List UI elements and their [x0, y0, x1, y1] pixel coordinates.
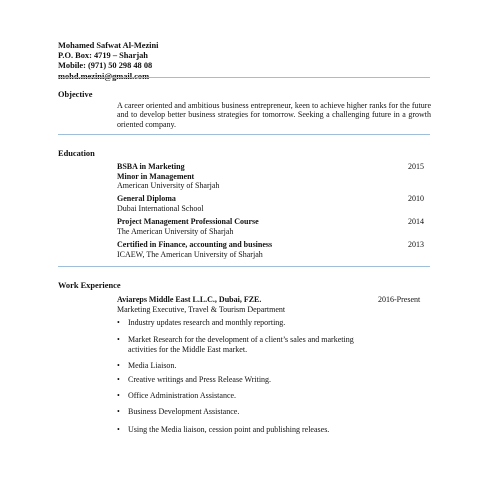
- degree-title: Project Management Professional Course: [117, 217, 259, 226]
- bullet-text: Business Development Assistance.: [128, 407, 240, 416]
- degree-title: BSBA in Marketing: [117, 162, 185, 171]
- degree-subtitle: Minor in Management: [117, 171, 195, 181]
- objective-text: A career oriented and ambitious business entrepreneur, keen to achieve higher ranks for the future and to develop better business strategies for tomorrow. Seeking a challenging future in a growth oriented company.: [117, 101, 431, 129]
- bullet-icon: •: [117, 318, 120, 327]
- bullet-text: Market Research for the development of a client’s sales and marketing activities for the Middle East market.: [128, 335, 354, 354]
- bullet-icon: •: [117, 335, 120, 344]
- bullet-text: Industry updates research and monthly reporting.: [128, 318, 286, 327]
- job-entry: [117, 295, 285, 314]
- education-entry: [117, 162, 219, 191]
- job-role: Marketing Executive, Travel & Tourism Department: [117, 304, 286, 314]
- institution: ICAEW, The American University of Sharjah: [117, 249, 263, 259]
- po-box: P.O. Box: 4719 – Sharjah: [58, 51, 148, 61]
- education-heading: Education: [58, 149, 95, 158]
- job-period: 2016-Present: [378, 295, 421, 304]
- bullet-text: Office Administration Assistance.: [128, 391, 237, 400]
- education-entry: [117, 240, 272, 259]
- section-divider: [58, 134, 430, 135]
- bullet-icon: •: [117, 425, 120, 434]
- education-entry: [117, 217, 259, 236]
- bullet-text: Media Liaison.: [128, 361, 177, 370]
- bullet-icon: •: [117, 361, 120, 370]
- education-year: 2015: [408, 162, 424, 171]
- mobile-number: Mobile: (971) 50 298 48 08: [58, 61, 153, 71]
- education-entry: [117, 194, 204, 213]
- degree-title: General Diploma: [117, 194, 176, 203]
- institution: American University of Sharjah: [117, 181, 220, 191]
- education-year: 2013: [408, 240, 424, 249]
- section-divider: [58, 266, 430, 267]
- education-year: 2014: [408, 217, 424, 226]
- bullet-text: Creative writings and Press Release Writing.: [128, 375, 272, 384]
- bullet-text: Using the Media liaison, cession point and publishing releases.: [128, 425, 330, 434]
- objective-heading: Objective: [58, 90, 93, 99]
- section-divider: [58, 77, 430, 78]
- education-year: 2010: [408, 194, 424, 203]
- bullet-icon: •: [117, 375, 120, 384]
- candidate-name: Mohamed Safwat Al-Mezini: [58, 41, 159, 50]
- company-name: Aviareps Middle East L.L.C., Dubai, FZE.: [117, 295, 262, 304]
- contact-block: [58, 41, 159, 82]
- work-heading: Work Experience: [58, 281, 121, 290]
- institution: The American University of Sharjah: [117, 226, 234, 236]
- degree-title: Certified in Finance, accounting and business: [117, 240, 273, 249]
- bullet-icon: •: [117, 407, 120, 416]
- email-address: mohd.mezini@gmail.com: [58, 71, 150, 81]
- bullet-icon: •: [117, 391, 120, 400]
- institution: Dubai International School: [117, 203, 204, 213]
